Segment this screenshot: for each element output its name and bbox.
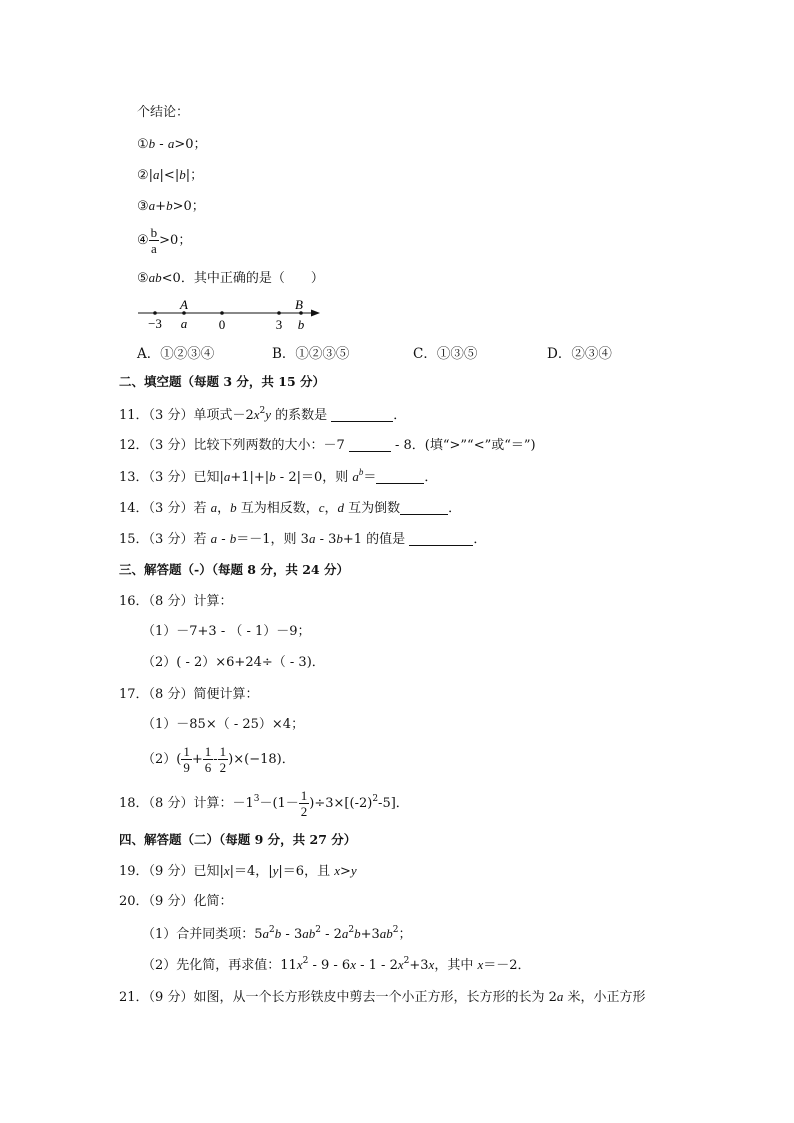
text: （2）先化简，再求值：11 [142,958,297,973]
question-17-part-2 [142,742,295,778]
text: ； [398,927,412,942]
var-a: a [352,469,359,484]
exponent: 2 [392,925,399,935]
text: ， [324,501,338,516]
text: +1 的值是 [342,532,410,547]
text: （1）合并同类项：5 [142,927,263,942]
var-y: y [272,863,279,878]
var-a: a [302,926,309,941]
exponent: 2 [302,956,309,966]
tick-label-a: a [180,316,188,331]
question-20-part-2 [142,956,531,975]
var-c: c [318,500,325,515]
option-letter: A． [137,346,161,362]
var-x: x [334,863,340,878]
circled-number-1: ① [137,137,149,152]
text: 13．（3 分）已知| [119,470,224,485]
text: | [148,168,154,183]
var-a: a [341,926,349,941]
section-heading-solve-1: 三、解答题（-）（每题 8 分，共 24 分） [119,562,349,577]
option-d[interactable] [547,342,612,362]
option-text: ②③④ [571,346,612,362]
var-ab: ab [148,270,162,285]
exponent: 2 [348,925,355,935]
text: 互为相反数， [236,501,319,516]
question-16-part-2: （2）( - 2）×6+24÷（ - 3)． [142,655,325,670]
text: 19．（9 分）已知| [119,864,224,879]
question-15 [119,530,486,549]
text: +3 [360,927,380,942]
question-17-part-1: （1）－85×（ - 25）×4； [142,717,305,732]
tick-label-b: b [297,317,305,332]
var-x: x [253,407,260,422]
section-heading-solve-2: 四、解答题（二）（每题 9 分，共 27 分） [119,832,357,847]
point-3 [277,311,281,315]
text: 15．（3 分）若 [119,532,211,547]
var-a: a [262,926,270,941]
question-20-title: 20．（9 分）化简： [119,894,233,909]
text: |＝4，| [229,864,273,879]
question-14 [119,499,461,518]
text: 21．（9 分）如图，从一个长方形铁皮中剪去一个小正方形，长方形的长为 2 [119,990,557,1005]
numerator: 1 [204,744,212,759]
option-c[interactable] [413,342,477,362]
text: |； [185,168,204,183]
answer-blank[interactable] [409,533,473,546]
circled-number-4: ④ [137,233,149,248]
var-x: x [428,957,435,972]
circled-number-2: ② [137,168,149,183]
text: |＝6，且 [278,864,335,879]
var-y: y [350,863,357,878]
label-B: B [295,297,303,312]
exponent: 2 [315,925,321,935]
var-b: b [166,198,173,213]
var-b: b [386,926,393,941]
text: > [340,864,351,879]
text: - [217,532,230,547]
denominator: a [151,241,157,256]
text: ． [473,532,487,547]
var-a: a [210,531,218,546]
var-x: x [296,957,303,972]
var-b: b [274,926,282,941]
fraction-1-9 [181,744,192,775]
q10-continuation: 个结论： [137,105,190,120]
text: ． [424,470,438,485]
exponent: 2 [372,794,379,804]
text: - 9 - 6 [308,958,351,973]
text: ， [217,501,231,516]
section-heading-fill-in: 二、填空题（每题 3 分，共 15 分） [119,374,326,389]
tick-label-3: 3 [275,317,283,332]
question-20-part-1 [142,925,412,944]
question-12 [119,437,536,455]
text: 18．（8 分）计算：－1 [119,796,254,811]
answer-blank[interactable] [400,502,448,515]
var-b: b [308,926,316,941]
numerator: 1 [300,788,308,803]
q10-conclusion-4 [137,224,191,258]
var-a: a [556,989,564,1004]
var-d: d [337,500,345,515]
numerator: 1 [219,744,227,759]
fraction-1-2 [218,744,229,775]
text: >0； [159,233,192,248]
text: - 2 [320,927,342,942]
q10-conclusion-1 [137,135,207,154]
answer-blank[interactable] [349,439,391,452]
text: （2）( [142,752,182,767]
text: >0； [174,137,207,152]
question-13 [119,468,437,487]
label-A: A [180,297,188,312]
exponent: 2 [259,406,266,416]
var-a: a [379,926,387,941]
text: ． [393,408,407,423]
number-line-figure [136,296,326,336]
denominator: 2 [300,804,308,819]
numerator: b [150,225,158,240]
text: - [213,752,218,767]
question-16-title: 16．（8 分）计算： [119,594,233,609]
text: - [155,137,168,152]
text: 14．（3 分）若 [119,501,211,516]
var-b: b [179,167,186,182]
option-b[interactable] [272,342,349,362]
answer-blank[interactable] [376,471,424,484]
option-text: ①②③⑤ [295,346,350,362]
text: ＝－1，则 3 [236,532,309,547]
q10-conclusion-3 [137,197,205,216]
denominator: 2 [219,760,227,775]
var-b: b [148,136,156,151]
exponent: 3 [253,794,260,804]
option-letter: C． [413,346,437,362]
text: |<| [159,168,180,183]
text: +1|+| [230,470,270,485]
var-a: a [148,198,156,213]
text: 12．（3 分）比较下列两数的大小：－7 [119,438,349,453]
option-text: ①③⑤ [436,346,478,362]
q10-conclusion-5 [137,269,324,288]
text: + [155,199,167,214]
q10-conclusion-2 [137,166,203,185]
text: <0．其中正确的是（ ） [161,271,324,286]
text: - 1 - 2 [355,958,398,973]
option-letter: D． [547,346,572,362]
tick-label-minus-3: −3 [148,316,162,331]
var-a: a [308,531,316,546]
text: - 3 [315,532,337,547]
text: 的系数是 [271,408,332,423]
numerator: 1 [183,744,190,759]
circled-number-5: ⑤ [137,271,149,286]
text: )×(−18)． [228,752,295,767]
point-minus-3 [153,311,157,315]
question-21 [119,988,646,1007]
option-letter: B． [272,346,296,362]
question-11 [119,406,406,425]
var-y: y [265,407,272,422]
answer-blank[interactable] [331,409,393,422]
point-0 [220,311,224,315]
text: ＝－2． [483,958,531,973]
var-b: b [269,469,276,484]
var-b: b [229,531,237,546]
exponent-b: b [358,467,364,477]
question-17-title: 17．（8 分）简便计算： [119,687,259,702]
option-text: ①②③④ [160,346,215,362]
fraction-1-2 [299,788,310,819]
question-16-part-1: （1）－7+3 - （ - 1）－9； [142,624,311,639]
text: ． [448,501,462,516]
var-b: b [354,926,361,941]
option-a[interactable] [137,342,214,362]
circled-number-3: ③ [137,199,149,214]
text: +3 [409,958,429,973]
denominator: 9 [183,760,190,775]
question-18 [119,786,409,822]
text: )÷3×[(-2) [309,796,373,811]
var-a: a [153,167,160,182]
var-x: x [223,863,230,878]
text: 互为倒数 [344,501,401,516]
var-x: x [397,957,404,972]
var-x: x [350,957,356,972]
exponent: 2 [269,925,275,935]
question-19 [119,862,357,881]
var-a: a [167,136,175,151]
var-b: b [336,531,343,546]
fraction-1-6 [203,744,214,775]
arrow-head [311,310,320,317]
text: >0； [172,199,205,214]
denominator: 6 [204,760,212,775]
var-a: a [223,469,231,484]
var-b: b [230,500,237,515]
text: + [191,752,203,767]
exponent: 2 [403,956,410,966]
var-a: a [210,500,218,515]
text: - 3 [281,927,303,942]
text: ＝ [363,470,377,485]
text: -5]． [378,796,409,811]
fraction-b-over-a [149,225,160,256]
text: 米，小正方形 [563,990,646,1005]
text: - 8．(填“>”“<”或“＝”) [390,438,536,453]
text: 11．（3 分）单项式－2 [119,408,254,423]
text: - 2|＝0，则 [275,470,353,485]
text: －(1－ [259,796,299,811]
tick-label-0: 0 [218,317,226,332]
text: ，其中 [434,958,478,973]
var-x: x [477,957,484,972]
